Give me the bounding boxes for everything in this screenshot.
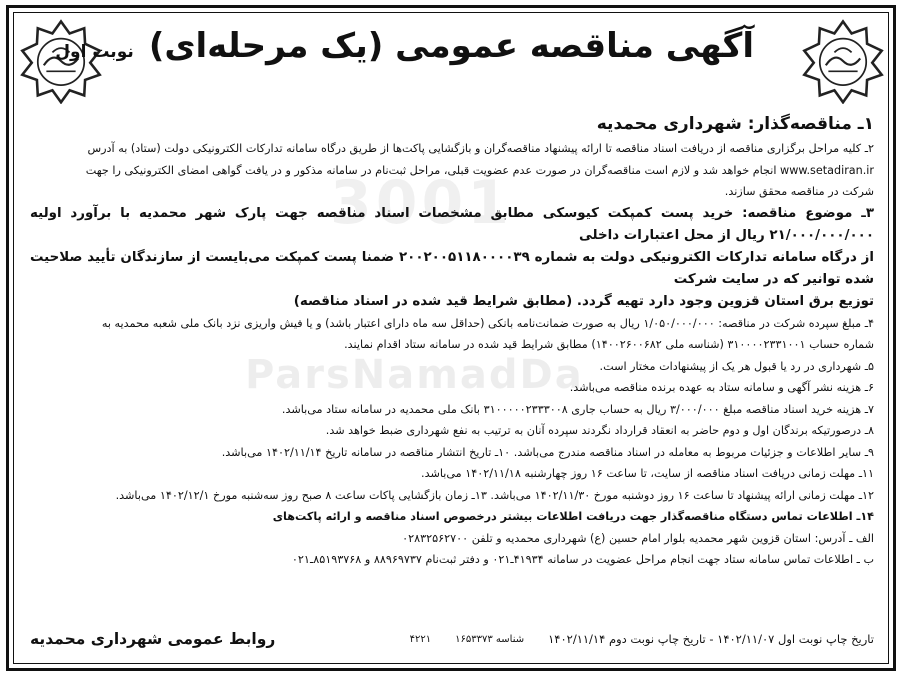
setad-url[interactable]: www.setadiran.ir (780, 163, 874, 177)
deposit-line-2: شماره حساب ۳۱۰۰۰۰۲۳۳۱۰۰۱ (شناسه ملی ۱۴۰۰۲۶۰۰۶۸۲) مطابق شرایط قید شده در سامانه ستاد اقدام نمایند. (344, 338, 874, 351)
item-7: ۷ـ هزینه خرید اسناد مناقصه مبلغ ۳/۰۰۰/۰۰۰ ریال به حساب جاری ۳۱۰۰۰۰۰۲۳۳۳۰۰۸ بانک ملی محمدیه در سامانه ستاد می‌باشد. (281, 402, 874, 416)
municipality-emblem-icon (800, 18, 886, 104)
tenderer-line: ۱ـ مناقصه‌گذار: شهرداری محمدیه (596, 114, 874, 134)
paragraph-2-line-2 (30, 160, 874, 182)
ad-secondary-code: ۴۲۲۱ (409, 633, 432, 645)
ad-body (30, 110, 874, 571)
item-5: ۵ـ شهرداری در رد یا قبول هر یک از پیشنهادات مختار است. (599, 359, 874, 373)
contact-setad: ب ـ اطلاعات تماس سامانه ستاد جهت انجام مراحل عضویت در سامانه ۴۱۹۳۴ـ۰۲۱ و دفتر ثبت‌نام ۸۸۹۶۹۷۳۷ و ۸۵۱۹۳۷۶۸ـ۰۲۱ (291, 553, 874, 566)
deposit-line-1: ۴ـ مبلغ سپرده شرکت در مناقصه: ۱/۰۵۰/۰۰۰/۰۰۰ ریال به صورت ضمانت‌نامه بانکی (حداقل سه ماه دارای اعتبار باشد) و یا فیش واریزی نزد بانک ملی شعبه محمدیه به (101, 316, 874, 330)
item-9-10: ۹ـ سایر اطلاعات و جزئیات مربوط به معامله در اسناد مناقصه مندرج می‌باشد. ۱۰ـ تاریخ انتشار مناقصه در سامانه تاریخ ۱۴۰۲/۱۱/۱۴ می‌باشد. (221, 445, 874, 459)
ad-id-code: شناسه ۱۶۵۳۳۷۳ (455, 633, 525, 645)
item-12-13: ۱۲ـ مهلت زمانی ارائه پیشنهاد تا ساعت ۱۶ روز دوشنبه مورخ ۱۴۰۲/۱۱/۳۰ می‌باشد. ۱۳ـ زمان بازگشایی پاکات ساعت ۸ صبح روز سه‌شنبه مورخ ۱۴۰۲/۱۲/۱ می‌باشد. (115, 488, 874, 502)
public-relations-signature: روابط عمومی شهرداری محمدیه (30, 630, 276, 648)
ad-header (55, 26, 754, 66)
ad-title: آگهی مناقصه عمومی (یک مرحله‌ای) (148, 26, 754, 66)
paragraph-2-line-2-text: انجام خواهد شد و لازم است مناقصه‌گران در صورت عدم عضویت قبلی، مراحل ثبت‌نام در سامانه مذکور و در یافت گواهی امضای الکترونیکی را جهت (85, 163, 777, 177)
paragraph-2-line-3: شرکت در مناقصه محقق سازند. (724, 185, 874, 198)
ad-turn: نوبت اول (55, 42, 134, 62)
contact-address: الف ـ آدرس: استان قزوین شهر محمدیه بلوار امام حسین (ع) شهرداری محمدیه و تلفن ۰۲۸۳۲۵۶۲۷۰۰ (402, 531, 874, 545)
item-6: ۶ـ هزینه نشر آگهی و سامانه ستاد به عهده برنده مناقصه می‌باشد. (569, 381, 874, 394)
subject-line-3: توزیع برق استان قزوین وجود دارد تهیه گردد. (مطابق شرایط قید شده در اسناد مناقصه) (293, 293, 874, 309)
item-14: ۱۴ـ اطلاعات تماس دستگاه مناقصه‌گذار جهت دریافت اطلاعات بیشتر درخصوص اسناد مناقصه و ارائه پاکت‌های (272, 510, 874, 523)
paragraph-2-line-1: ۲ـ کلیه مراحل برگزاری مناقصه از دریافت اسناد مناقصه تا ارائه پیشنهاد مناقصه‌گران و بازگشایی پاکت‌ها از طریق درگاه سامانه تدارکات الکترونیکی دولت (ستاد) به آدرس (87, 142, 874, 155)
subject-line-1: ۳ـ موضوع مناقصه: خرید پست کمپکت کیوسکی مطابق مشخصات اسناد مناقصه جهت پارک شهر محمدیه با برآورد اولیه ۲۱/۰۰۰/۰۰۰/۰۰۰ ریال از محل اعتبارات داخلی (30, 205, 874, 243)
subject-line-2: از درگاه سامانه تدارکات الکترونیکی دولت به شماره ۲۰۰۲۰۰۵۱۱۸۰۰۰۰۳۹ ضمنا پست کمپکت می‌بایست از سازندگان تأیید صلاحیت شده توانیر که در سایت شرکت (30, 249, 874, 287)
watermark-text: ParsNamadDa (245, 352, 584, 398)
publish-dates: تاریخ چاپ نوبت اول ۱۴۰۲/۱۱/۰۷ - تاریخ چاپ نوبت دوم ۱۴۰۲/۱۱/۱۴ (548, 632, 874, 646)
item-11: ۱۱ـ مهلت زمانی دریافت اسناد مناقصه از سایت، تا ساعت ۱۶ روز چهارشنبه ۱۴۰۲/۱۱/۱۸ می‌باشد. (421, 467, 874, 480)
watermark-number: 3001 (330, 168, 513, 238)
item-8: ۸ـ درصورتیکه برندگان اول و دوم حاضر به انعقاد قرارداد نگردند سپرده آنان به ترتیب به نفع شهرداری ضبط خواهد شد. (325, 424, 874, 437)
ad-footer (30, 630, 874, 648)
